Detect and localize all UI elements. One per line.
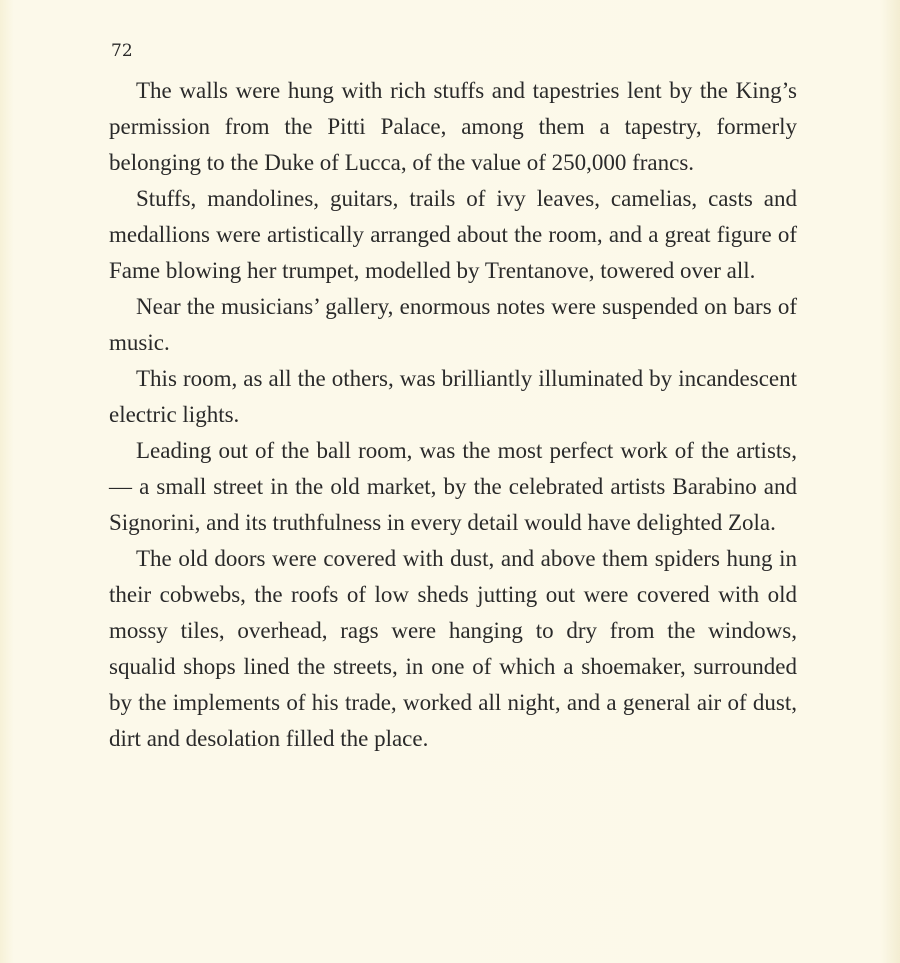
body-text bbox=[109, 73, 797, 757]
paragraph-4: This room, as all the others, was brilliantly illuminated by incandescent electric lights. bbox=[109, 366, 797, 427]
paragraph-2: Stuffs, mandolines, guitars, trails of ivy leaves, camelias, casts and medallions were artistically arranged about the room, and a great figure of Fame blowing her trumpet, modelled by Trentanove, towered over all. bbox=[109, 186, 797, 283]
paragraph-1: The walls were hung with rich stuffs and tapestries lent by the King’s permission from the Pitti Palace, among them a tapestry, formerly belonging to the Duke of Lucca, of the value of 250,000 francs. bbox=[109, 78, 797, 175]
paragraph-5: Leading out of the ball room, was the most perfect work of the artists, — a small street in the old market, by the celebrated artists Barabino and Signorini, and its truthfulness in every detail would have delighted Zola. bbox=[109, 438, 797, 535]
paragraph-6: The old doors were covered with dust, and above them spiders hung in their cobwebs, the roofs of low sheds jutting out were covered with old mossy tiles, overhead, rags were hanging to dry from the windows, squalid shops lined the streets, in one of which a shoemaker, surrounded by the implements of his trade, worked all night, and a general air of dust, dirt and desolation filled the place. bbox=[109, 546, 797, 751]
paragraph-3: Near the musicians’ gallery, enormous notes were suspended on bars of music. bbox=[109, 294, 797, 355]
page-number: 72 bbox=[111, 41, 133, 61]
